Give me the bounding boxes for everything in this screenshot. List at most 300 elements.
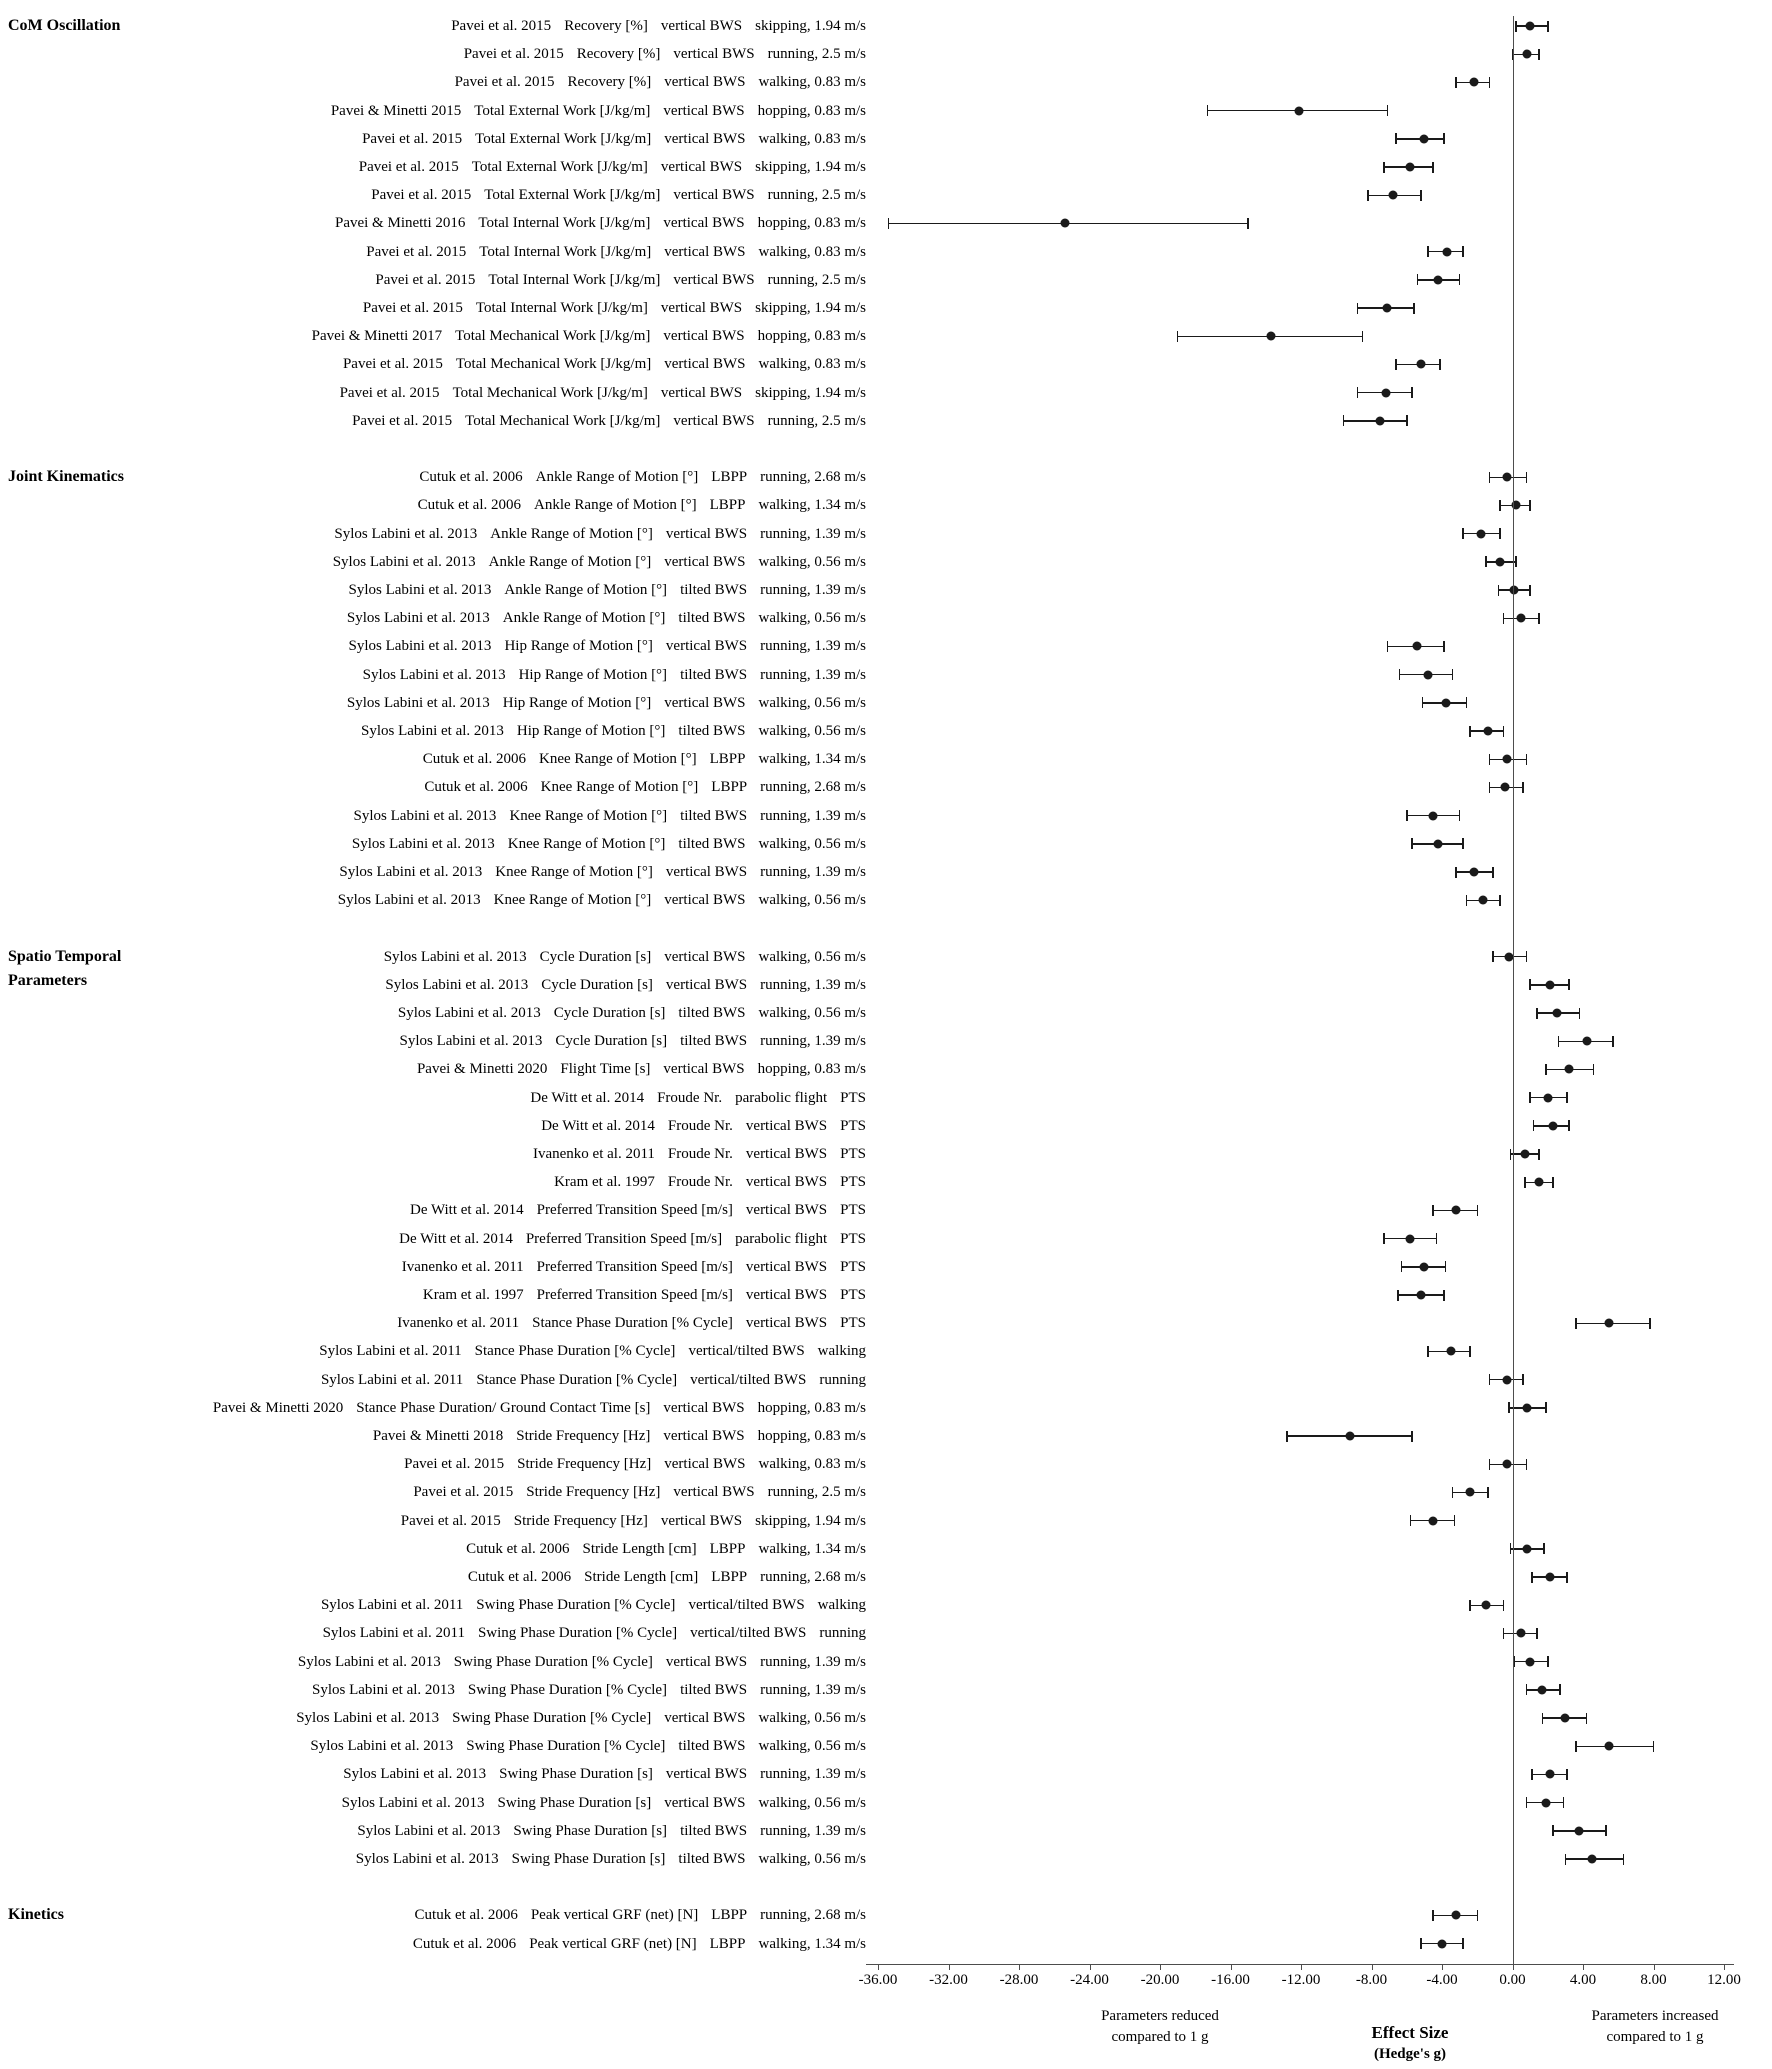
effect-point xyxy=(1503,473,1512,482)
row-label: Sylos Labini et al. 2013 Swing Phase Duration [s] vertical BWS walking, 0.56 m/s xyxy=(341,1794,866,1811)
row-label: Sylos Labini et al. 2013 Knee Range of Motion [°] tilted BWS running, 1.39 m/s xyxy=(353,807,866,824)
x-tick-mark xyxy=(1583,1964,1584,1970)
effect-point xyxy=(1541,1798,1550,1807)
ci-cap-left xyxy=(1343,415,1345,426)
forest-row xyxy=(0,97,1772,125)
row-label: Pavei et al. 2015 Recovery [%] vertical BWS skipping, 1.94 m/s xyxy=(451,18,866,34)
row-label: Sylos Labini et al. 2013 Swing Phase Duration [s] tilted BWS walking, 0.56 m/s xyxy=(355,1851,866,1867)
row-plot-area xyxy=(878,1422,1724,1450)
left-note-line1: Parameters reduced xyxy=(1101,2008,1219,2024)
forest-row xyxy=(0,1789,1772,1817)
ci-cap-left xyxy=(1452,1487,1454,1498)
ci-cap-left xyxy=(1432,1205,1434,1216)
effect-point xyxy=(1582,1037,1591,1046)
ci-cap-left xyxy=(1489,754,1491,765)
forest-row xyxy=(0,153,1772,181)
row-label: Pavei et al. 2015 Total Mechanical Work [J/kg/m] vertical BWS walking, 0.83 m/s xyxy=(342,356,866,373)
forest-row xyxy=(0,1281,1772,1309)
row-label: Sylos Labini et al. 2011 Stance Phase Duration [% Cycle] vertical/tilted BWS walking xyxy=(319,1343,866,1360)
ci-cap-right xyxy=(1566,1572,1568,1583)
left-note-line2: compared to 1 g xyxy=(1111,2029,1209,2045)
effect-point xyxy=(1060,219,1069,228)
row-label: De Witt et al. 2014 Preferred Transition Speed [m/s] parabolic flight PTS xyxy=(399,1230,866,1247)
row-label: Sylos Labini et al. 2013 Cycle Duration [s] vertical BWS walking, 0.56 m/s xyxy=(383,948,866,965)
row-plot-area xyxy=(878,1845,1724,1873)
forest-row xyxy=(0,12,1772,40)
row-plot-area xyxy=(878,1225,1724,1253)
row-plot-area xyxy=(878,604,1724,632)
ci-cap-left xyxy=(1558,1036,1560,1047)
ci-cap-left xyxy=(1510,1149,1512,1160)
forest-row xyxy=(0,125,1772,153)
forest-row xyxy=(0,1225,1772,1253)
row-plot-area xyxy=(878,632,1724,660)
x-tick-label: -36.00 xyxy=(858,1972,898,1988)
ci-cap-right xyxy=(1477,1910,1479,1921)
row-plot-area xyxy=(878,97,1724,125)
forest-row xyxy=(0,1817,1772,1845)
left-axis-note xyxy=(1010,2006,1310,2048)
row-plot-area xyxy=(878,1732,1724,1760)
x-tick-label: -32.00 xyxy=(929,1972,968,1988)
ci-cap-right xyxy=(1499,895,1501,906)
ci-cap-left xyxy=(1177,331,1179,342)
ci-cap-right xyxy=(1432,162,1434,173)
ci-cap-left xyxy=(888,218,890,229)
row-plot-area xyxy=(878,1281,1724,1309)
effect-point xyxy=(1520,1150,1529,1159)
forest-row xyxy=(0,661,1772,689)
row-label: Pavei & Minetti 2015 Total External Work [J/kg/m] vertical BWS hopping, 0.83 m/s xyxy=(330,102,866,119)
row-label: Pavei et al. 2015 Recovery [%] vertical BWS running, 2.5 m/s xyxy=(463,46,866,63)
x-tick-mark xyxy=(1654,1964,1655,1970)
ci-cap-left xyxy=(1422,697,1424,708)
axis-title xyxy=(1300,2022,1520,2064)
row-label: Sylos Labini et al. 2013 Swing Phase Duration [s] tilted BWS running, 1.39 m/s xyxy=(357,1822,866,1839)
ci-cap-left xyxy=(1515,21,1517,32)
effect-point xyxy=(1526,1657,1535,1666)
x-tick-label: 0.00 xyxy=(1499,1972,1526,1988)
ci-cap-right xyxy=(1515,556,1517,567)
row-label: Pavei et al. 2015 Total Internal Work [J/kg/m] vertical BWS running, 2.5 m/s xyxy=(375,271,866,288)
forest-row xyxy=(0,266,1772,294)
forest-row xyxy=(0,1253,1772,1281)
forest-row xyxy=(0,971,1772,999)
forest-row xyxy=(0,407,1772,435)
effect-point xyxy=(1381,388,1390,397)
ci-cap-left xyxy=(1531,1769,1533,1780)
ci-cap-left xyxy=(1455,867,1457,878)
ci-cap-right xyxy=(1462,1938,1464,1949)
row-plot-area xyxy=(878,294,1724,322)
row-plot-area xyxy=(878,266,1724,294)
effect-point xyxy=(1543,1093,1552,1102)
effect-point xyxy=(1587,1855,1596,1864)
ci-cap-right xyxy=(1462,246,1464,257)
ci-cap-right xyxy=(1522,782,1524,793)
ci-cap-left xyxy=(1526,1797,1528,1808)
effect-point xyxy=(1552,1009,1561,1018)
row-label: Cutuk et al. 2006 Knee Range of Motion [°] LBPP walking, 1.34 m/s xyxy=(422,751,866,768)
effect-point xyxy=(1429,811,1438,820)
row-label: Pavei et al. 2015 Stride Frequency [Hz] vertical BWS walking, 0.83 m/s xyxy=(404,1456,866,1473)
forest-row xyxy=(0,1648,1772,1676)
axis-title-sub: (Hedge's g) xyxy=(1373,2046,1447,2062)
ci-cap-right xyxy=(1529,585,1531,596)
ci-cap-right xyxy=(1420,190,1422,201)
x-tick-mark xyxy=(1372,1964,1373,1970)
row-plot-area xyxy=(878,773,1724,801)
ci-cap-left xyxy=(1575,1741,1577,1752)
row-plot-area xyxy=(878,1140,1724,1168)
row-plot-area xyxy=(878,689,1724,717)
forest-row xyxy=(0,491,1772,519)
ci-cap-right xyxy=(1653,1741,1655,1752)
forest-row xyxy=(0,1055,1772,1083)
forest-row xyxy=(0,1084,1772,1112)
row-label: Sylos Labini et al. 2013 Ankle Range of Motion [°] tilted BWS walking, 0.56 m/s xyxy=(346,610,866,627)
row-label: Ivanenko et al. 2011 Preferred Transition Speed [m/s] vertical BWS PTS xyxy=(401,1258,866,1275)
ci-cap-left xyxy=(1489,782,1491,793)
ci-cap-right xyxy=(1445,1261,1447,1272)
effect-point xyxy=(1469,868,1478,877)
row-plot-area xyxy=(878,971,1724,999)
effect-point xyxy=(1406,163,1415,172)
ci-cap-right xyxy=(1247,218,1249,229)
row-plot-area xyxy=(878,1648,1724,1676)
ci-cap-right xyxy=(1536,1628,1538,1639)
effect-point xyxy=(1420,1262,1429,1271)
effect-point xyxy=(1522,50,1531,59)
ci-cap-left xyxy=(1432,1910,1434,1921)
x-axis-line xyxy=(866,1964,1734,1965)
ci-cap-right xyxy=(1545,1402,1547,1413)
effect-point xyxy=(1503,1375,1512,1384)
row-label: Sylos Labini et al. 2013 Hip Range of Motion [°] tilted BWS running, 1.39 m/s xyxy=(362,666,866,683)
effect-point xyxy=(1423,670,1432,679)
row-label: Sylos Labini et al. 2013 Knee Range of Motion [°] tilted BWS walking, 0.56 m/s xyxy=(351,835,866,852)
row-label: Cutuk et al. 2006 Peak vertical GRF (net) [N] LBPP walking, 1.34 m/s xyxy=(412,1935,866,1952)
ci-cap-right xyxy=(1529,500,1531,511)
ci-cap-left xyxy=(1417,274,1419,285)
section-title: Kinetics xyxy=(8,1906,64,1924)
forest-row xyxy=(0,1309,1772,1337)
forest-row xyxy=(0,1619,1772,1647)
effect-point xyxy=(1605,1742,1614,1751)
ci-cap-right xyxy=(1439,359,1441,370)
row-label: Cutuk et al. 2006 Stride Length [cm] LBPP running, 2.68 m/s xyxy=(467,1569,866,1585)
ci-cap-left xyxy=(1399,669,1401,680)
ci-cap-left xyxy=(1508,1402,1510,1413)
forest-row xyxy=(0,1591,1772,1619)
effect-point xyxy=(1413,642,1422,651)
forest-row xyxy=(0,830,1772,858)
row-label: Sylos Labini et al. 2013 Swing Phase Duration [% Cycle] tilted BWS running, 1.39 m/s xyxy=(312,1681,866,1698)
ci-cap-right xyxy=(1568,1120,1570,1131)
effect-point xyxy=(1605,1319,1614,1328)
row-plot-area xyxy=(878,1676,1724,1704)
effect-point xyxy=(1452,1911,1461,1920)
forest-row xyxy=(0,548,1772,576)
ci-cap-right xyxy=(1406,415,1408,426)
row-plot-area xyxy=(878,1253,1724,1281)
ci-cap-left xyxy=(1207,105,1209,116)
forest-row xyxy=(0,1760,1772,1788)
row-plot-area xyxy=(878,1789,1724,1817)
row-label: Sylos Labini et al. 2011 Swing Phase Duration [% Cycle] vertical/tilted BWS walking xyxy=(320,1597,866,1614)
forest-row xyxy=(0,773,1772,801)
ci-cap-left xyxy=(1489,1374,1491,1385)
row-plot-area xyxy=(878,830,1724,858)
forest-row xyxy=(0,632,1772,660)
row-plot-area xyxy=(878,1591,1724,1619)
effect-point xyxy=(1420,134,1429,143)
effect-point xyxy=(1383,304,1392,313)
effect-point xyxy=(1522,1403,1531,1412)
ci-cap-left xyxy=(1503,613,1505,624)
ci-cap-right xyxy=(1547,1656,1549,1667)
ci-cap-left xyxy=(1427,246,1429,257)
row-plot-area xyxy=(878,125,1724,153)
x-tick-mark xyxy=(1724,1964,1725,1970)
row-plot-area xyxy=(878,1901,1724,1929)
row-plot-area xyxy=(878,1168,1724,1196)
x-tick-label: -16.00 xyxy=(1211,1972,1250,1988)
effect-point xyxy=(1522,1544,1531,1553)
row-plot-area xyxy=(878,68,1724,96)
forest-row xyxy=(0,802,1772,830)
effect-point xyxy=(1388,191,1397,200)
effect-point xyxy=(1446,1347,1455,1356)
forest-row xyxy=(0,576,1772,604)
ci-cap-right xyxy=(1623,1854,1625,1865)
effect-point xyxy=(1517,614,1526,623)
ci-cap-right xyxy=(1459,810,1461,821)
effect-point xyxy=(1545,1770,1554,1779)
x-tick-mark xyxy=(1019,1964,1020,1970)
row-plot-area xyxy=(878,322,1724,350)
forest-row xyxy=(0,1394,1772,1422)
ci-cap-left xyxy=(1503,1628,1505,1639)
x-tick-mark xyxy=(1231,1964,1232,1970)
row-label: Pavei et al. 2015 Total Internal Work [J/kg/m] vertical BWS skipping, 1.94 m/s xyxy=(362,300,866,316)
effect-point xyxy=(1575,1826,1584,1835)
row-plot-area xyxy=(878,153,1724,181)
ci-cap-right xyxy=(1538,613,1540,624)
row-label: Sylos Labini et al. 2013 Cycle Duration [s] vertical BWS running, 1.39 m/s xyxy=(385,976,866,993)
forest-row xyxy=(0,294,1772,322)
forest-row xyxy=(0,520,1772,548)
ci-cap-right xyxy=(1443,1290,1445,1301)
forest-row xyxy=(0,181,1772,209)
effect-point xyxy=(1501,783,1510,792)
ci-cap-left xyxy=(1383,162,1385,173)
ci-cap-right xyxy=(1649,1318,1651,1329)
row-plot-area xyxy=(878,520,1724,548)
row-label: Sylos Labini et al. 2013 Cycle Duration [s] tilted BWS walking, 0.56 m/s xyxy=(397,1005,866,1021)
ci-cap-left xyxy=(1357,303,1359,314)
ci-cap-right xyxy=(1552,1177,1554,1188)
effect-point xyxy=(1438,1939,1447,1948)
ci-cap-left xyxy=(1536,1008,1538,1019)
ci-cap-right xyxy=(1411,1431,1413,1442)
forest-row xyxy=(0,1845,1772,1873)
effect-point xyxy=(1434,275,1443,284)
x-tick-mark xyxy=(878,1964,879,1970)
effect-point xyxy=(1434,839,1443,848)
forest-row xyxy=(0,1112,1772,1140)
ci-cap-right xyxy=(1436,1233,1438,1244)
row-plot-area xyxy=(878,1084,1724,1112)
ci-cap-left xyxy=(1469,1600,1471,1611)
forest-row xyxy=(0,1337,1772,1365)
ci-cap-left xyxy=(1565,1854,1567,1865)
row-plot-area xyxy=(878,1535,1724,1563)
effect-point xyxy=(1534,1178,1543,1187)
row-label: Kram et al. 1997 Preferred Transition Speed [m/s] vertical BWS PTS xyxy=(422,1287,866,1303)
forest-row xyxy=(0,1704,1772,1732)
row-label: Pavei & Minetti 2020 Stance Phase Duration/ Ground Contact Time [s] vertical BWS hopping, 0.83 m/s xyxy=(212,1399,866,1416)
row-plot-area xyxy=(878,1817,1724,1845)
forest-row xyxy=(0,1140,1772,1168)
forest-row xyxy=(0,209,1772,237)
row-plot-area xyxy=(878,802,1724,830)
ci-cap-right xyxy=(1466,697,1468,708)
effect-point xyxy=(1452,1206,1461,1215)
ci-cap-right xyxy=(1526,1459,1528,1470)
row-label: Sylos Labini et al. 2013 Swing Phase Duration [% Cycle] vertical BWS walking, 0.56 m/s xyxy=(296,1710,866,1726)
ci-cap-right xyxy=(1593,1064,1595,1075)
ci-cap-left xyxy=(1357,387,1359,398)
row-plot-area xyxy=(878,1366,1724,1394)
ci-cap-left xyxy=(1395,359,1397,370)
effect-point xyxy=(1561,1714,1570,1723)
row-plot-area xyxy=(878,548,1724,576)
ci-cap-left xyxy=(1526,1684,1528,1695)
forest-row xyxy=(0,1168,1772,1196)
forest-row xyxy=(0,886,1772,914)
axis-title-main: Effect Size xyxy=(1371,2023,1449,2042)
row-plot-area xyxy=(878,1196,1724,1224)
ci-cap-right xyxy=(1579,1008,1581,1019)
row-plot-area xyxy=(878,717,1724,745)
effect-point xyxy=(1346,1432,1355,1441)
right-axis-note xyxy=(1505,2006,1772,2048)
ci-cap-right xyxy=(1568,979,1570,990)
ci-cap-left xyxy=(1397,1290,1399,1301)
row-plot-area xyxy=(878,1394,1724,1422)
row-label: Sylos Labini et al. 2013 Swing Phase Duration [s] vertical BWS running, 1.39 m/s xyxy=(343,1766,866,1783)
row-label: Cutuk et al. 2006 Ankle Range of Motion [°] LBPP walking, 1.34 m/s xyxy=(417,497,866,514)
row-label: Kram et al. 1997 Froude Nr. vertical BWS PTS xyxy=(554,1174,866,1191)
ci-cap-right xyxy=(1538,49,1540,60)
row-plot-area xyxy=(878,350,1724,378)
ci-cap-right xyxy=(1413,303,1415,314)
row-label: Pavei et al. 2015 Recovery [%] vertical BWS walking, 0.83 m/s xyxy=(454,74,866,91)
effect-point xyxy=(1416,1291,1425,1300)
row-label: Sylos Labini et al. 2013 Ankle Range of Motion [°] vertical BWS running, 1.39 m/s xyxy=(334,525,866,542)
ci-cap-right xyxy=(1543,1543,1545,1554)
forest-row xyxy=(0,717,1772,745)
ci-cap-right xyxy=(1387,105,1389,116)
row-label: De Witt et al. 2014 Preferred Transition Speed [m/s] vertical BWS PTS xyxy=(409,1202,866,1219)
effect-point xyxy=(1510,586,1519,595)
ci-cap-left xyxy=(1420,1938,1422,1949)
ci-cap-right xyxy=(1443,133,1445,144)
row-plot-area xyxy=(878,576,1724,604)
row-label: Sylos Labini et al. 2013 Hip Range of Motion [°] vertical BWS walking, 0.56 m/s xyxy=(346,694,866,711)
ci-cap-right xyxy=(1526,754,1528,765)
forest-row xyxy=(0,1732,1772,1760)
ci-cap-left xyxy=(1466,895,1468,906)
row-label: Pavei et al. 2015 Total External Work [J/kg/m] vertical BWS skipping, 1.94 m/s xyxy=(358,159,866,175)
effect-point xyxy=(1466,1488,1475,1497)
row-plot-area xyxy=(878,1760,1724,1788)
row-label: Pavei et al. 2015 Total Mechanical Work [J/kg/m] vertical BWS running, 2.5 m/s xyxy=(352,412,866,429)
effect-point xyxy=(1416,360,1425,369)
ci-cap-left xyxy=(1395,133,1397,144)
ci-cap-right xyxy=(1522,1374,1524,1385)
forest-row xyxy=(0,1930,1772,1958)
row-label: Cutuk et al. 2006 Stride Length [cm] LBPP walking, 1.34 m/s xyxy=(466,1540,866,1557)
ci-cap-left xyxy=(1455,77,1457,88)
ci-cap-left xyxy=(1489,1459,1491,1470)
row-label: Sylos Labini et al. 2013 Swing Phase Duration [% Cycle] vertical BWS running, 1.39 m/s xyxy=(297,1653,866,1670)
forest-row xyxy=(0,1196,1772,1224)
row-plot-area xyxy=(878,379,1724,407)
ci-cap-left xyxy=(1529,979,1531,990)
row-plot-area xyxy=(878,999,1724,1027)
ci-cap-right xyxy=(1469,1346,1471,1357)
ci-cap-left xyxy=(1410,1515,1412,1526)
forest-row xyxy=(0,1027,1772,1055)
ci-cap-left xyxy=(1401,1261,1403,1272)
ci-cap-left xyxy=(1514,1656,1516,1667)
forest-row xyxy=(0,1450,1772,1478)
effect-point xyxy=(1476,529,1485,538)
effect-point xyxy=(1443,247,1452,256)
effect-point xyxy=(1406,1234,1415,1243)
ci-cap-left xyxy=(1489,472,1491,483)
ci-cap-left xyxy=(1462,528,1464,539)
ci-cap-right xyxy=(1526,472,1528,483)
ci-cap-left xyxy=(1367,190,1369,201)
ci-cap-left xyxy=(1575,1318,1577,1329)
ci-cap-right xyxy=(1566,1769,1568,1780)
ci-cap-left xyxy=(1499,500,1501,511)
row-label: Ivanenko et al. 2011 Froude Nr. vertical BWS PTS xyxy=(533,1146,866,1162)
ci-cap-left xyxy=(1531,1572,1533,1583)
section-title: Joint Kinematics xyxy=(8,468,124,486)
row-label: Pavei et al. 2015 Stride Frequency [Hz] vertical BWS running, 2.5 m/s xyxy=(413,1484,866,1501)
effect-point xyxy=(1503,1460,1512,1469)
row-label: Pavei et al. 2015 Total Internal Work [J/kg/m] vertical BWS walking, 0.83 m/s xyxy=(366,243,866,260)
right-note-line1: Parameters increased xyxy=(1591,2008,1719,2024)
row-plot-area xyxy=(878,1563,1724,1591)
x-tick-mark xyxy=(1160,1964,1161,1970)
ci-cap-left xyxy=(1542,1713,1544,1724)
x-tick-label: -12.00 xyxy=(1281,1972,1321,1988)
row-label: Sylos Labini et al. 2013 Swing Phase Duration [% Cycle] tilted BWS walking, 0.56 m/s xyxy=(310,1738,866,1755)
row-label: Sylos Labini et al. 2013 Knee Range of Motion [°] vertical BWS walking, 0.56 m/s xyxy=(337,892,866,909)
ci-cap-left xyxy=(1524,1177,1526,1188)
row-plot-area xyxy=(878,463,1724,491)
ci-cap-left xyxy=(1387,641,1389,652)
row-label: Cutuk et al. 2006 Peak vertical GRF (net) [N] LBPP running, 2.68 m/s xyxy=(414,1907,866,1924)
effect-point xyxy=(1564,1065,1573,1074)
section-title: Spatio Temporal Parameters xyxy=(8,947,122,989)
right-note-line2: compared to 1 g xyxy=(1606,2029,1704,2045)
